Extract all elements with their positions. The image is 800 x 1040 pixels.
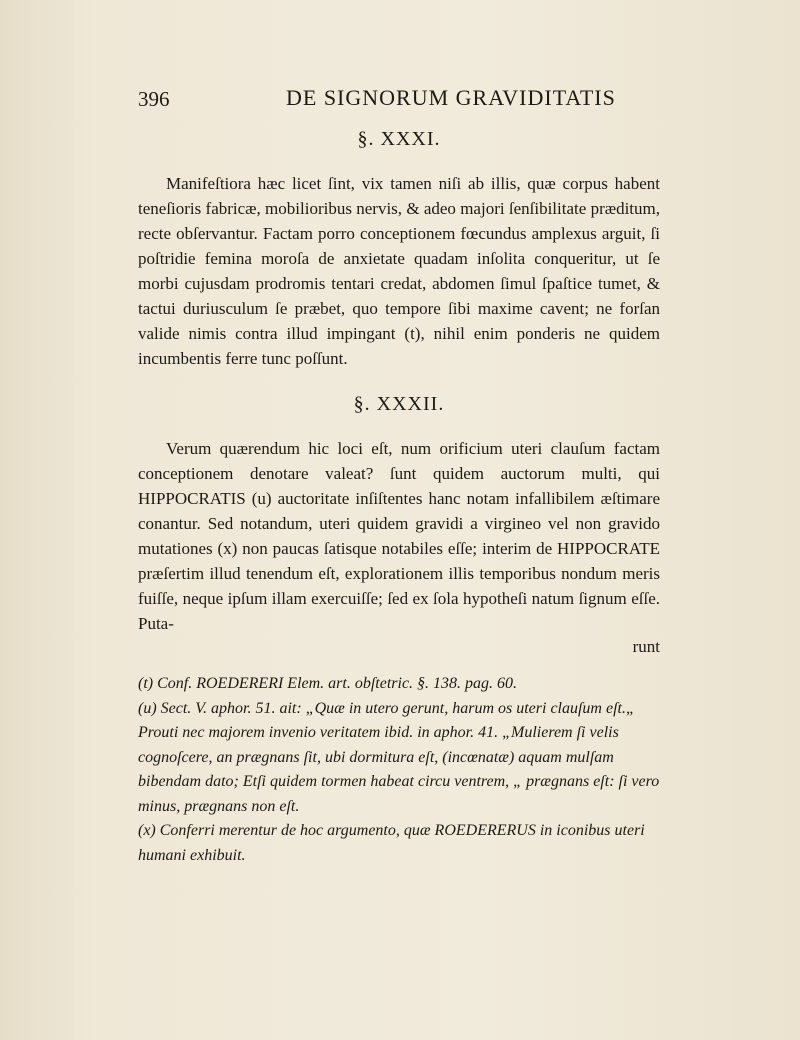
catchword: runt [632,637,660,656]
section-heading-xxxi: §. XXXI. [357,128,441,150]
paragraph-xxxii: Verum quærendum hic loci eſt, num orificium uteri clauſum factam conceptionem denotare valeat? ſunt quidem auctorum multi, qui HIPPOCRATIS (u) auctoritate inſiſtentes hanc notam infallibilem æſtimare conantur. Sed notandum, uteri quidem gravidi a virgineo vel non gravido mutationes (x) non paucas ſatisque notabiles eſſe; interim de HIPPOCRATE præſertim illud tenendum eſt, explorationem illis temporibus nondum meris fuiſſe, neque ipſum illam exercuiſſe; ſed ex ſola hypotheſi natum ſignum eſſe. Puta- [138,439,660,633]
page-number: 396 [138,87,170,111]
footnote-x: (x) Conferri merentur de hoc argumento, quæ ROEDERERUS in iconibus uteri humani exhibuit. [138,822,645,864]
section-heading-xxxii: §. XXXII. [353,393,445,415]
page-header [138,85,658,119]
paragraph-xxxi: Manifeſtiora hæc licet ſint, vix tamen niſi ab illis, quæ corpus habent teneſioris fabricæ, mobilioribus nervis, & adeo majori ſenſibilitate præditum, recte obſervantur. Factam porro conceptionem fœcundus amplexus arguit, ſi poſtridie femina moroſa de anxietate quadam inſolita conqueritur, ut ſe morbi cujusdam prodromis tentari credat, abdomen ſimul ſpaſtice tumet, & tactui duriusculum ſe præbet, quo tempore ſibi maxime cavent; ne forſan valide nimis contra illud impingant (t), nihil enim ponderis ne quidem incumbentis ferre tunc poſſunt. [138,174,660,368]
footnote-u: (u) Sect. V. aphor. 51. ait: „Quæ in utero gerunt, harum os uteri clauſum eſt.„ Prouti nec majorem invenio veritatem ibid. in aphor. 41. „Mulierem ſi velis cognoſcere, an prægnans ſit, ubi dormitura eſt, (incœnatæ) aquam mulſam bibendam dato; Etſi quidem tormen habeat circu ventrem, „ prægnans eſt: ſi vero minus, prægnans non eſt. [138,699,660,815]
footnotes [138,672,660,868]
running-head: DE SIGNORUM GRAVIDITATIS [286,85,616,110]
footnote-t: (t) Conf. ROEDERERI Elem. art. obſtetric. §. 138. pag. 60. [138,675,518,692]
page-body [138,128,660,868]
